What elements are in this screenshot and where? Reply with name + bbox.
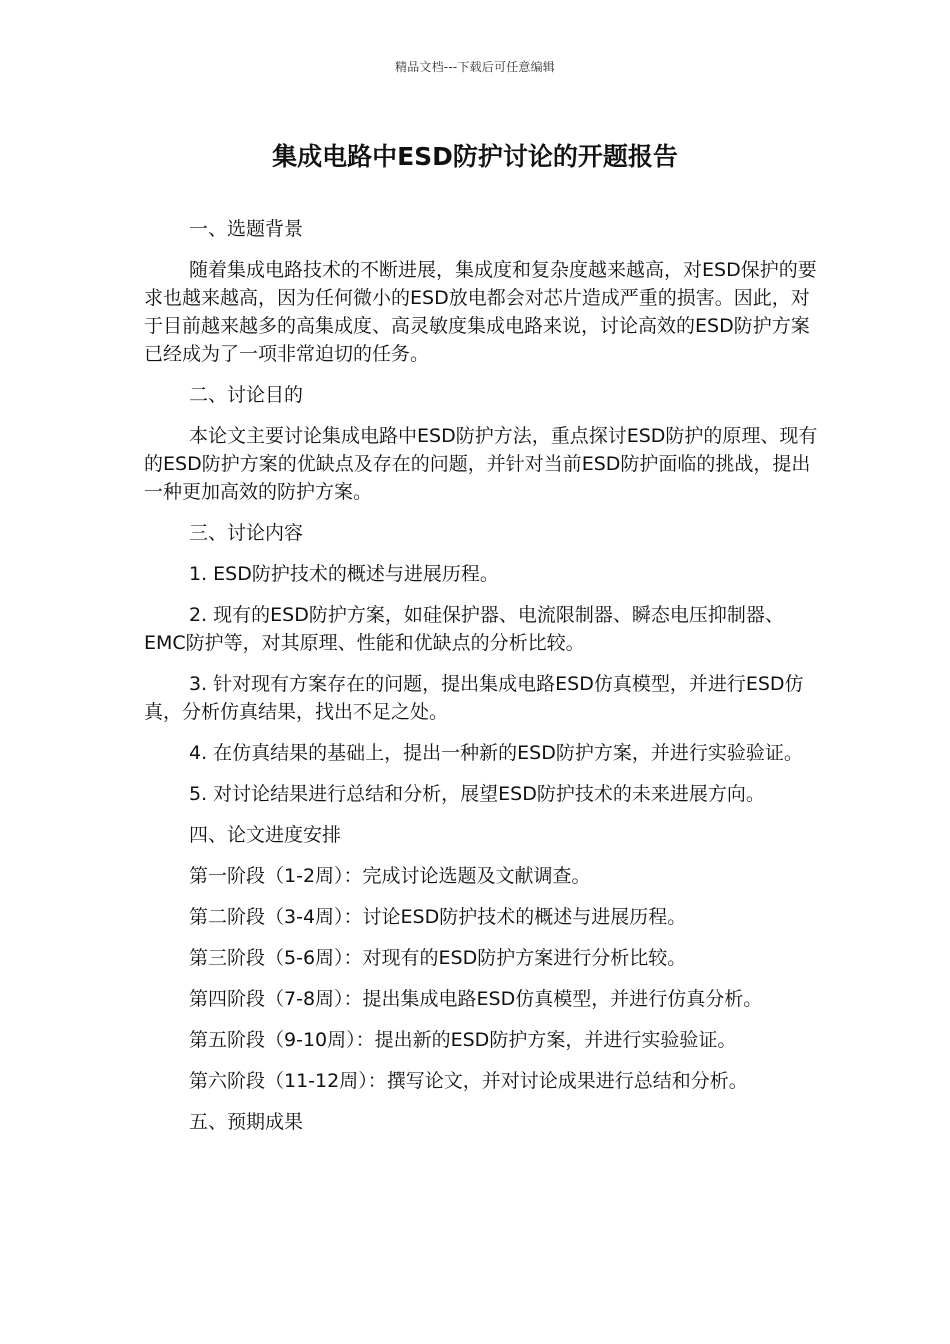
paragraph-purpose: 本论文主要讨论集成电路中ESD防护方法，重点探讨ESD防护的原理、现有的ESD防护方案的优缺点及存在的问题，并针对当前ESD防护面临的挑战，提出一种更加高效的防护方案。 <box>144 425 818 503</box>
schedule-stage-1: 第一阶段（1-2周）：完成讨论选题及文献调查。 <box>189 865 591 887</box>
content-item-2: 2. 现有的ESD防护方案，如硅保护器、电流限制器、瞬态电压抑制器、EMC防护等，对其原理、性能和优缺点的分析比较。 <box>144 604 784 654</box>
section-heading-expected-results: 五、预期成果 <box>189 1111 304 1133</box>
content-item-4: 4. 在仿真结果的基础上，提出一种新的ESD防护方案，并进行实验验证。 <box>189 742 803 764</box>
document-title: 集成电路中ESD防护讨论的开题报告 <box>272 142 678 171</box>
content-item-3: 3. 针对现有方案存在的问题，提出集成电路ESD仿真模型，并进行ESD仿真，分析仿真结果，找出不足之处。 <box>144 673 804 723</box>
section-heading-purpose: 二、讨论目的 <box>189 384 304 406</box>
section-heading-background: 一、选题背景 <box>189 218 304 240</box>
schedule-stage-3: 第三阶段（5-6周）：对现有的ESD防护方案进行分析比较。 <box>189 947 687 969</box>
page-header: 精品文档---下载后可任意编辑 <box>395 60 555 74</box>
content-item-1: 1. ESD防护技术的概述与进展历程。 <box>189 563 499 585</box>
paragraph-background: 随着集成电路技术的不断进展，集成度和复杂度越来越高，对ESD保护的要求也越来越高，因为任何微小的ESD放电都会对芯片造成严重的损害。因此，对于目前越来越多的高集成度、高灵敏度集成电路来说，讨论高效的ESD防护方案已经成为了一项非常迫切的任务。 <box>144 259 817 365</box>
schedule-stage-6: 第六阶段（11-12周）：撰写论文，并对讨论成果进行总结和分析。 <box>189 1070 748 1092</box>
schedule-stage-5: 第五阶段（9-10周）：提出新的ESD防护方案，并进行实验验证。 <box>189 1029 737 1051</box>
section-heading-content: 三、讨论内容 <box>189 522 304 544</box>
document-body <box>144 215 824 1149</box>
section-heading-schedule: 四、论文进度安排 <box>189 824 342 846</box>
schedule-stage-2: 第二阶段（3-4周）：讨论ESD防护技术的概述与进展历程。 <box>189 906 687 928</box>
schedule-stage-4: 第四阶段（7-8周）：提出集成电路ESD仿真模型，并进行仿真分析。 <box>189 988 763 1010</box>
content-item-5: 5. 对讨论结果进行总结和分析，展望ESD防护技术的未来进展方向。 <box>189 783 765 805</box>
